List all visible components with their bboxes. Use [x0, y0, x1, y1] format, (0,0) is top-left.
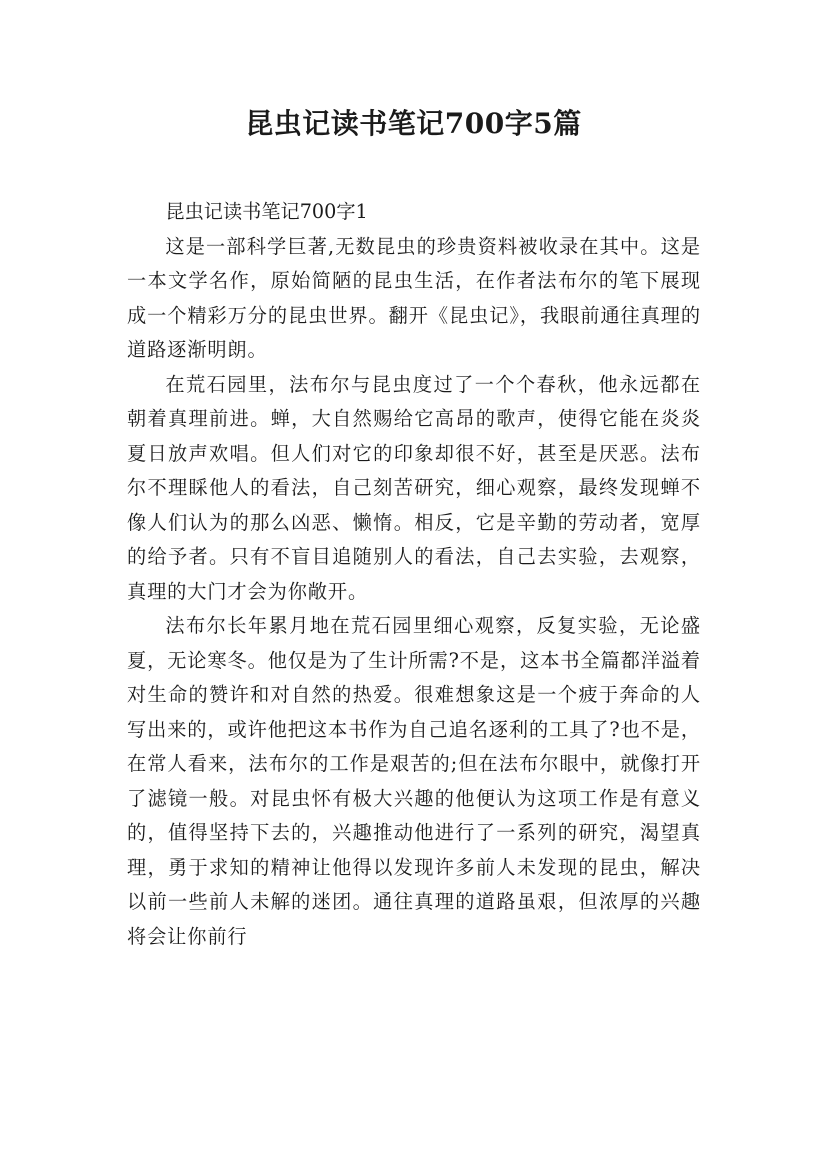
section-heading: 昆虫记读书笔记700字1 — [165, 200, 368, 223]
document-title: 昆虫记读书笔记700字5篇 — [245, 107, 582, 140]
document-body — [127, 195, 701, 954]
paragraph: 这是一部科学巨著,无数昆虫的珍贵资料被收录在其中。这是一本文学名作，原始简陋的昆虫生活，在作者法布尔的笔下展现成一个精彩万分的昆虫世界。翻开《昆虫记》，我眼前通往真理的道路逐渐明朗。 — [127, 234, 701, 361]
paragraph: 在荒石园里，法布尔与昆虫度过了一个个春秋，他永远都在朝着真理前进。蝉，大自然赐给它高昂的歌声，使得它能在炎炎夏日放声欢唱。但人们对它的印象却很不好，甚至是厌恶。法布尔不理睬他人的看法，自己刻苦研究，细心观察，最终发现蝉不像人们认为的那么凶恶、懒惰。相反，它是辛勤的劳动者，宽厚的给予者。只有不盲目追随别人的看法，自己去实验，去观察，真理的大门才会为你敞开。 — [127, 372, 701, 603]
paragraph: 法布尔长年累月地在荒石园里细心观察，反复实验，无论盛夏，无论寒冬。他仅是为了生计所需?不是，这本书全篇都洋溢着对生命的赞许和对自然的热爱。很难想象这是一个疲于奔命的人写出来的，或许他把这本书作为自己追名逐利的工具了?也不是，在常人看来，法布尔的工作是艰苦的;但在法布尔眼中，就像打开了滤镜一般。对昆虫怀有极大兴趣的他便认为这项工作是有意义的，值得坚持下去的，兴趣推动他进行了一系列的研究，渴望真理，勇于求知的精神让他得以发现许多前人未发现的昆虫，解决以前一些前人未解的迷团。通往真理的道路虽艰，但浓厚的兴趣将会让你前行 — [127, 614, 701, 948]
